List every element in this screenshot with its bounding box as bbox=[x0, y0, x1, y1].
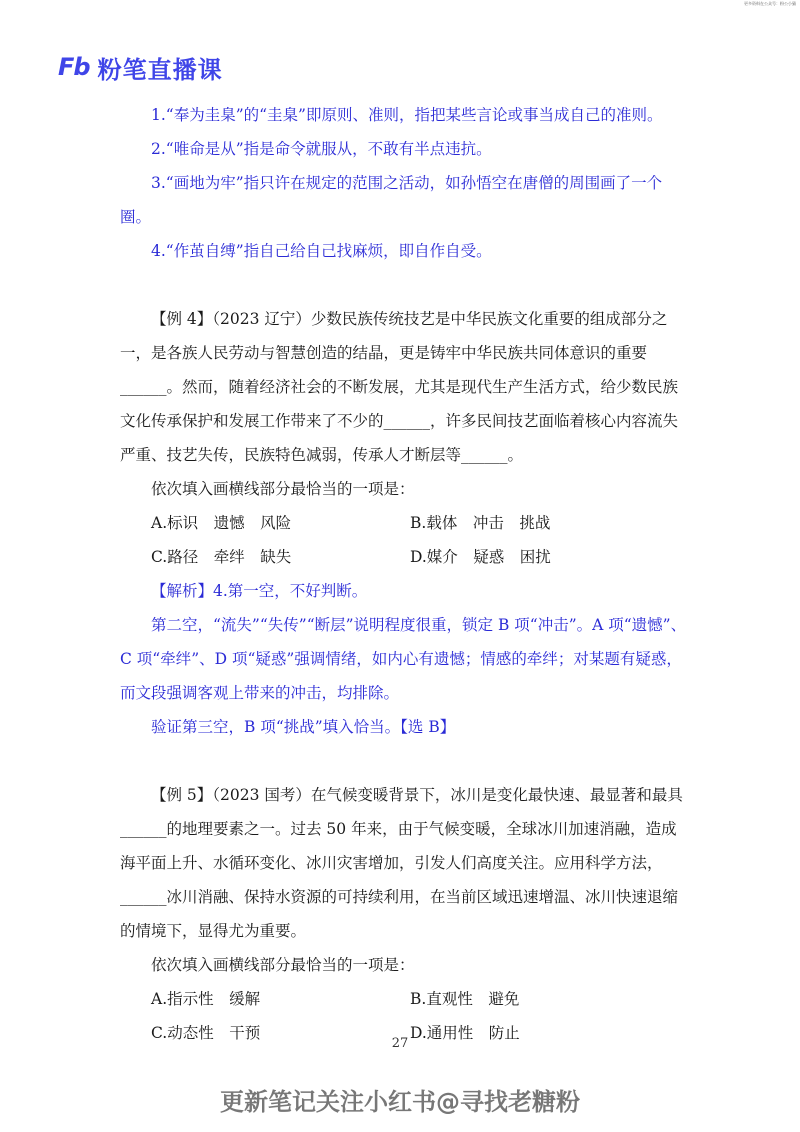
fenbi-logo-icon: Fb bbox=[58, 53, 90, 81]
example4-option-d: D.媒介 疑惑 困扰 bbox=[410, 548, 551, 566]
example4-analysis-3: 验证第三空，B 项“挑战”填入恰当。【选 B】 bbox=[151, 718, 456, 736]
example5-option-a: A.指示性 缓解 bbox=[151, 990, 261, 1008]
example4-option-c: C.路径 牵绊 缺失 bbox=[151, 548, 292, 566]
example4-analysis-2: 第二空，“流失”“失传”“断层”说明程度很重，锁定 B 项“冲击”。A 项“遗憾”、C 项“牵绊”、D 项“疑惑”强调情绪，如内心有遗憾；情感的牵绊；对某题有疑惑，而文段强调客观上带来的冲击，均排除。 bbox=[120, 616, 687, 702]
note-4: 4.“作茧自缚”指自己给自己找麻烦，即自作自受。 bbox=[151, 242, 492, 260]
brand-name: 粉笔直播课 bbox=[97, 55, 223, 84]
document-body bbox=[120, 98, 692, 1050]
example5-option-b: B.直观性 避免 bbox=[410, 990, 520, 1008]
example5-option-d: D.通用性 防止 bbox=[410, 1024, 520, 1042]
example4-analysis-1: 【解析】4.第一空，不好判断。 bbox=[151, 582, 368, 600]
note-1: 1.“奉为圭臬”的“圭臬”即原则、准则，指把某些言论或事当成自己的准则。 bbox=[151, 106, 663, 124]
example5-option-c: C.动态性 干预 bbox=[151, 1024, 261, 1042]
top-note: 更多资料在公众号：粉公小猫 bbox=[744, 1, 796, 6]
example4-option-a: A.标识 遗憾 风险 bbox=[151, 514, 292, 532]
header bbox=[58, 50, 223, 84]
example4-option-b: B.载体 冲击 挑战 bbox=[410, 514, 551, 532]
example4-options bbox=[120, 506, 692, 574]
page-number: 27 bbox=[391, 1036, 409, 1051]
note-3: 3.“画地为牢”指只许在规定的范围之活动，如孙悟空在唐僧的周围画了一个圈。 bbox=[120, 174, 663, 226]
example4-stem: 【例 4】（2023 辽宁）少数民族传统技艺是中华民族文化重要的组成部分之一，是各族人民劳动与智慧创造的结晶，更是铸牢中华民族共同体意识的重要______。然而，随着经济社会的不断发展，尤其是现代生产生活方式，给少数民族文化传承保护和发展工作带来了不少的______，许多民间技艺面临着核心内容流失严重、技艺失传，民族特色减弱，传承人才断层等______。 bbox=[120, 310, 679, 464]
example5-stem: 【例 5】（2023 国考）在气候变暖背景下，冰川是变化最快速、最显著和最具______的地理要素之一。过去 50 年来，由于气候变暖，全球冰川加速消融，造成海平面上升、水循环变化、冰川灾害增加，引发人们高度关注。应用科学方法，______冰川消融、保持水资源的可持续利用，在当前区域迅速增温、冰川快速退缩的情境下，显得尤为重要。 bbox=[120, 786, 683, 940]
example4-question: 依次填入画横线部分最恰当的一项是： bbox=[151, 480, 415, 498]
example5-question: 依次填入画横线部分最恰当的一项是： bbox=[151, 956, 415, 974]
footer-watermark: 更新笔记关注小红书@寻找老糖粉 bbox=[220, 1088, 580, 1116]
note-2: 2.“唯命是从”指是命令就服从，不敢有半点违抗。 bbox=[151, 140, 492, 158]
